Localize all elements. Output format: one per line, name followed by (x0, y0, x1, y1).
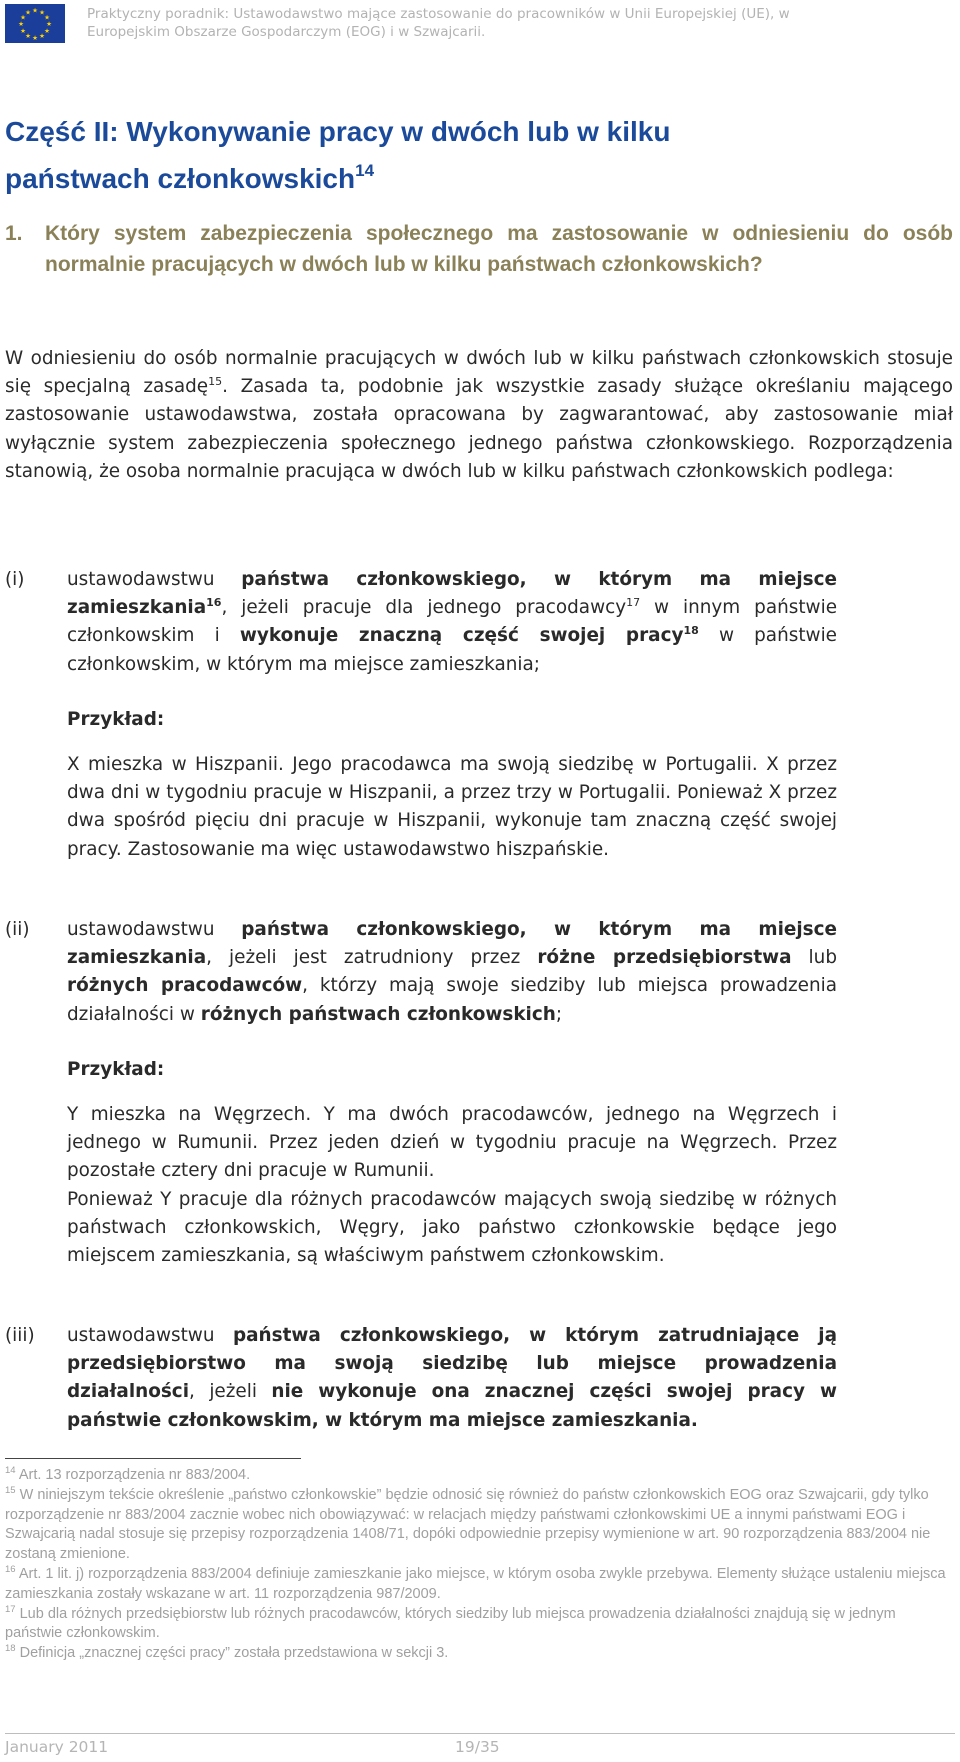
header-line-1: Praktyczny poradnik: Ustawodawstwo mające zastosowanie do pracowników w Unii Europejskiej (UE), w (87, 6, 790, 22)
footnote-ref-18 (683, 624, 698, 637)
footnote-separator (5, 1458, 301, 1459)
item-label: (iii) (5, 1325, 35, 1346)
part-title (5, 112, 905, 198)
svg-text:★: ★ (20, 13, 26, 22)
footnote-ref-15: 15 (208, 375, 223, 389)
svg-text:★: ★ (20, 27, 26, 35)
item-bold: nie wykonuje ona znacznej części swojej pracy w państwie członkowskim, w którym ma miejsce zamieszkania. (67, 1381, 837, 1431)
example-2-para-1: Y mieszka na Węgrzech. Y ma dwóch pracodawców, jednego na Węgrzech i jednego w Rumunii. Przez jeden dzień w tygodniu pracuje na Węgrzech. Przez pozostałe cztery dni pracuje w Rumunii. (67, 1104, 837, 1182)
footnote-ref-18-num: 18 (683, 624, 699, 638)
svg-text:★: ★ (25, 8, 31, 17)
footnote-14 (5, 1466, 950, 1486)
footnote-number: 14 (5, 1465, 16, 1476)
question-number: 1. (5, 222, 23, 245)
item-text: , jeżeli pracuje dla jednego pracodawcy (221, 597, 627, 619)
footnote-number: 15 (5, 1484, 16, 1496)
question-heading (5, 218, 953, 280)
footnote-ref-16 (206, 596, 221, 609)
item-body (67, 916, 837, 1029)
svg-text:★: ★ (39, 8, 45, 17)
item-text: ustawodawstwu (67, 919, 242, 940)
footnote-17 (5, 1605, 950, 1645)
item-text: ustawodawstwu (67, 1325, 233, 1346)
footnote-text: Definicja „znacznej części pracy” została przedstawiona w sekcji 3. (19, 1645, 449, 1662)
svg-text:★: ★ (32, 6, 38, 15)
item-bold: różne przedsiębiorstwa (537, 947, 792, 969)
example-heading-2: Przykład: (67, 1059, 165, 1080)
item-body (67, 566, 837, 679)
intro-part-2: . Zasada ta, podobnie jak wszystkie zasady służące określaniu mającego zastosowanie ustawodawstwa, została opracowana by zagwarantować, aby zastosowanie miał wyłącznie system zabezpieczenia społecznego jednego państwa członkowskiego. Rozporządzenia stanowią, że osoba normalnie pracująca w dwóch lub w kilku państwach członkowskich podlega: (5, 376, 953, 482)
footnotes (5, 1466, 950, 1664)
part-title-line-1: Część II: Wykonywanie pracy w dwóch lub w kilku (5, 116, 671, 147)
footnote-number: 16 (5, 1563, 16, 1575)
svg-text:★: ★ (39, 32, 45, 41)
footnote-text: Lub dla różnych przedsiębiorstw lub różnych pracodawców, których siedziby lub miejsca prowadzenia działalności znajdują się w jednym państwie członkowskim. (5, 1605, 896, 1642)
item-text: lub (791, 947, 837, 969)
footnote-16 (5, 1565, 950, 1605)
footnote-text: Art. 1 lit. j) rozporządzenia 883/2004 definiuje zamieszkanie jako miejsce, w którym osoba zwykle przebywa. Elementy służące ustaleniu miejsca zamieszkania zostały wskazane w art. 11 rozporządzenia 987/2009. (5, 1565, 946, 1602)
item-bold: różnych pracodawców (67, 975, 303, 997)
question-text: Który system zabezpieczenia społecznego ma zastosowanie w odniesieniu do osób normalnie pracujących w dwóch lub w kilku państwach członkowskich? (45, 222, 953, 276)
example-heading-1: Przykład: (67, 709, 165, 730)
item-label: (ii) (5, 919, 30, 940)
page-number: 19/35 (455, 1738, 500, 1756)
svg-text:★: ★ (44, 13, 50, 22)
svg-text:★: ★ (32, 34, 38, 42)
item-bold: różnych państwach członkowskich (200, 1003, 556, 1025)
item-text: w państwie członkowskim, w którym ma miejsce zamieszkania; (67, 625, 837, 675)
item-bold: państwa członkowskiego, w którym ma miejsce zamieszkania (67, 569, 837, 619)
item-text: , jeżeli (189, 1381, 272, 1403)
footnote-number: 18 (5, 1643, 16, 1655)
item-text: ustawodawstwu (67, 569, 242, 590)
footnote-number: 17 (5, 1603, 16, 1615)
item-bold: państwa członkowskiego, w którym zatrudniające ją przedsiębiorstwo ma swoją siedzibę lub miejsce prowadzenia działalności (67, 1325, 837, 1403)
svg-text:★: ★ (46, 20, 52, 29)
eu-flag-icon (5, 4, 65, 43)
footnote-18 (5, 1644, 950, 1664)
item-text: , którzy mają swoje siedziby lub miejsca prowadzenia działalności w (67, 975, 837, 1025)
part-title-line-2-text: państwach członkowskich (5, 163, 356, 194)
example-text-1: X mieszka w Hiszpanii. Jego pracodawca ma swoją siedzibę w Portugalii. X przez dwa dni w tygodniu pracuje w Hiszpanii, a przez trzy w Portugalii. Ponieważ X przez dwa spośród pięciu dni pracuje w Hiszpanii, wykonuje tam znaczną część swojej pracy. Zastosowanie ma więc ustawodawstwo hiszpańskie. (67, 754, 837, 860)
item-body (67, 1322, 837, 1435)
footnote-text: W niniejszym tekście określenie „państwo członkowskie” będzie odnosić się również do państw członkowskich EOG oraz Szwajcarii, gdy tylko rozporządzenie nr 883/2004 zacznie wobec nich obowiązywać: w relacjach między państwami członkowskimi UE a innymi państwami EOG i Szwajcarią nadal stosuje się przepisy rozporządzenia 1408/71, dopóki odpowiednie przepisy wymienione w art. 90 rozporządzenia 883/2004 nie zostaną zmienione. (5, 1486, 931, 1563)
example-2-para-2: Ponieważ Y pracuje dla różnych pracodawców mających swoją siedzibę w różnych państwach członkowskich, Węgry, jako państwo członkowskie będące jego miejscem zamieszkania, są właściwym państwem członkowskim. (67, 1188, 837, 1267)
intro-paragraph (5, 345, 953, 486)
svg-text:★: ★ (18, 20, 24, 29)
item-bold: państwa członkowskiego, w którym ma miejsce zamieszkania (67, 919, 837, 969)
item-text: w innym państwie członkowskim i (67, 597, 838, 647)
item-bold: wykonuje znaczną część swojej pracy (239, 625, 684, 647)
svg-text:★: ★ (25, 32, 31, 41)
item-label: (i) (5, 569, 25, 590)
footer-date: January 2011 (5, 1738, 109, 1756)
footer-separator (5, 1733, 955, 1734)
item-text: ; (555, 1003, 563, 1025)
intro-part-1: W odniesieniu do osób normalnie pracujących w dwóch lub w kilku państwach członkowskich stosuje się specjalną zasadę (5, 348, 953, 398)
footnote-ref-16-num: 16 (206, 596, 222, 610)
page-header (5, 4, 955, 44)
header-line-2: Europejskim Obszarze Gospodarczym (EOG) i w Szwajcarii. (87, 24, 486, 40)
header-text (87, 5, 947, 41)
footnote-ref-17: 17 (626, 596, 641, 610)
example-text-2 (67, 1101, 837, 1270)
item-text: , jeżeli jest zatrudniony przez (206, 947, 538, 969)
part-title-line-2 (5, 151, 905, 198)
footnote-ref-14: 14 (355, 161, 375, 180)
svg-text:★: ★ (44, 27, 50, 35)
footnote-text: Art. 13 rozporządzenia nr 883/2004. (18, 1467, 251, 1483)
footnote-15 (5, 1486, 950, 1565)
